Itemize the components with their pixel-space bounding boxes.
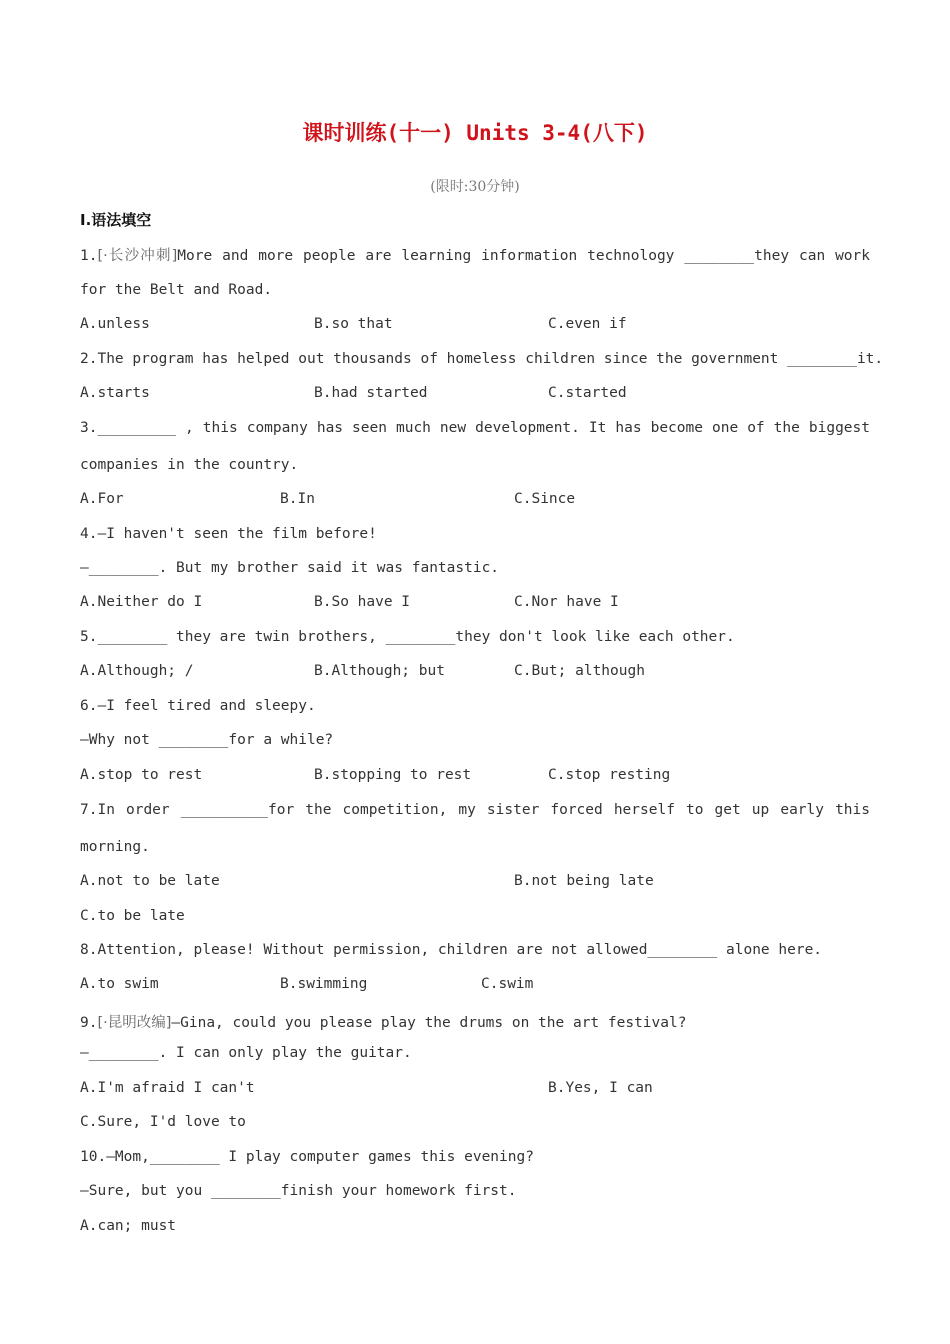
question-9-line-2: —________. I can only play the guitar. bbox=[80, 1045, 412, 1061]
question-2-option-c[interactable]: C.started bbox=[548, 385, 627, 401]
question-1-source: [·长沙冲刺] bbox=[97, 248, 178, 264]
question-7-option-a[interactable]: A.not to be late bbox=[80, 873, 220, 889]
question-7-line-1: 7.In order __________for the competition, my sister forced herself to get up early this bbox=[80, 802, 870, 818]
question-3-line-1: 3._________ , this company has seen much new development. It has become one of the biggest bbox=[80, 420, 870, 436]
question-8-line-1: 8.Attention, please! Without permission, children are not allowed________ alone here. bbox=[80, 942, 823, 958]
question-7-option-b[interactable]: B.not being late bbox=[514, 873, 654, 889]
question-5-option-a[interactable]: A.Although; / bbox=[80, 663, 194, 679]
question-9-line-1 bbox=[80, 1011, 686, 1032]
question-1-number: 1. bbox=[80, 248, 98, 264]
time-limit: (限时:30分钟) bbox=[430, 179, 520, 195]
question-1-option-a[interactable]: A.unless bbox=[80, 316, 150, 332]
question-5-option-c[interactable]: C.But; although bbox=[514, 663, 645, 679]
question-3-option-a[interactable]: A.For bbox=[80, 491, 124, 507]
question-4-line-1: 4.—I haven't seen the film before! bbox=[80, 526, 377, 542]
question-4-option-c[interactable]: C.Nor have I bbox=[514, 594, 619, 610]
question-2-option-b[interactable]: B.had started bbox=[314, 385, 428, 401]
question-9-source: [·昆明改编] bbox=[97, 1015, 172, 1031]
question-4-option-a[interactable]: A.Neither do I bbox=[80, 594, 203, 610]
question-10-line-2: —Sure, but you ________finish your homework first. bbox=[80, 1183, 517, 1199]
question-9-number: 9. bbox=[80, 1015, 98, 1031]
question-7-line-2: morning. bbox=[80, 839, 150, 855]
question-1-line-2: for the Belt and Road. bbox=[80, 282, 273, 298]
worksheet-title: 课时训练(十一) Units 3-4(八下) bbox=[302, 121, 648, 145]
question-2-option-a[interactable]: A.starts bbox=[80, 385, 150, 401]
question-8-option-b[interactable]: B.swimming bbox=[280, 976, 368, 992]
question-1-option-c[interactable]: C.even if bbox=[548, 316, 627, 332]
question-3-option-b[interactable]: B.In bbox=[280, 491, 315, 507]
question-8-option-c[interactable]: C.swim bbox=[481, 976, 534, 992]
question-4-option-b[interactable]: B.So have I bbox=[314, 594, 411, 610]
question-1-line-1 bbox=[80, 244, 870, 265]
question-1-text: More and more people are learning information technology ________they can work bbox=[177, 248, 870, 264]
question-7-option-c[interactable]: C.to be late bbox=[80, 908, 185, 924]
question-1-option-b[interactable]: B.so that bbox=[314, 316, 393, 332]
question-8-option-a[interactable]: A.to swim bbox=[80, 976, 159, 992]
question-9-option-b[interactable]: B.Yes, I can bbox=[548, 1080, 653, 1096]
question-6-option-a[interactable]: A.stop to rest bbox=[80, 767, 203, 783]
section-heading: Ⅰ.语法填空 bbox=[80, 211, 152, 229]
question-10-option-a[interactable]: A.can; must bbox=[80, 1218, 177, 1234]
question-9-option-a[interactable]: A.I'm afraid I can't bbox=[80, 1080, 255, 1096]
question-3-line-2: companies in the country. bbox=[80, 457, 299, 473]
question-3-option-c[interactable]: C.Since bbox=[514, 491, 576, 507]
question-6-option-c[interactable]: C.stop resting bbox=[548, 767, 671, 783]
question-4-line-2: —________. But my brother said it was fantastic. bbox=[80, 560, 500, 576]
question-9-option-c[interactable]: C.Sure, I'd love to bbox=[80, 1114, 246, 1130]
question-10-line-1: 10.—Mom,________ I play computer games this evening? bbox=[80, 1149, 534, 1165]
question-5-line-1: 5.________ they are twin brothers, ________they don't look like each other. bbox=[80, 629, 735, 645]
question-5-option-b[interactable]: B.Although; but bbox=[314, 663, 445, 679]
question-6-line-2: —Why not ________for a while? bbox=[80, 732, 334, 748]
question-6-line-1: 6.—I feel tired and sleepy. bbox=[80, 698, 316, 714]
question-6-option-b[interactable]: B.stopping to rest bbox=[314, 767, 472, 783]
question-2-line-1: 2.The program has helped out thousands of homeless children since the government ________it. bbox=[80, 351, 884, 367]
question-9-text: —Gina, could you please play the drums on the art festival? bbox=[171, 1015, 687, 1031]
